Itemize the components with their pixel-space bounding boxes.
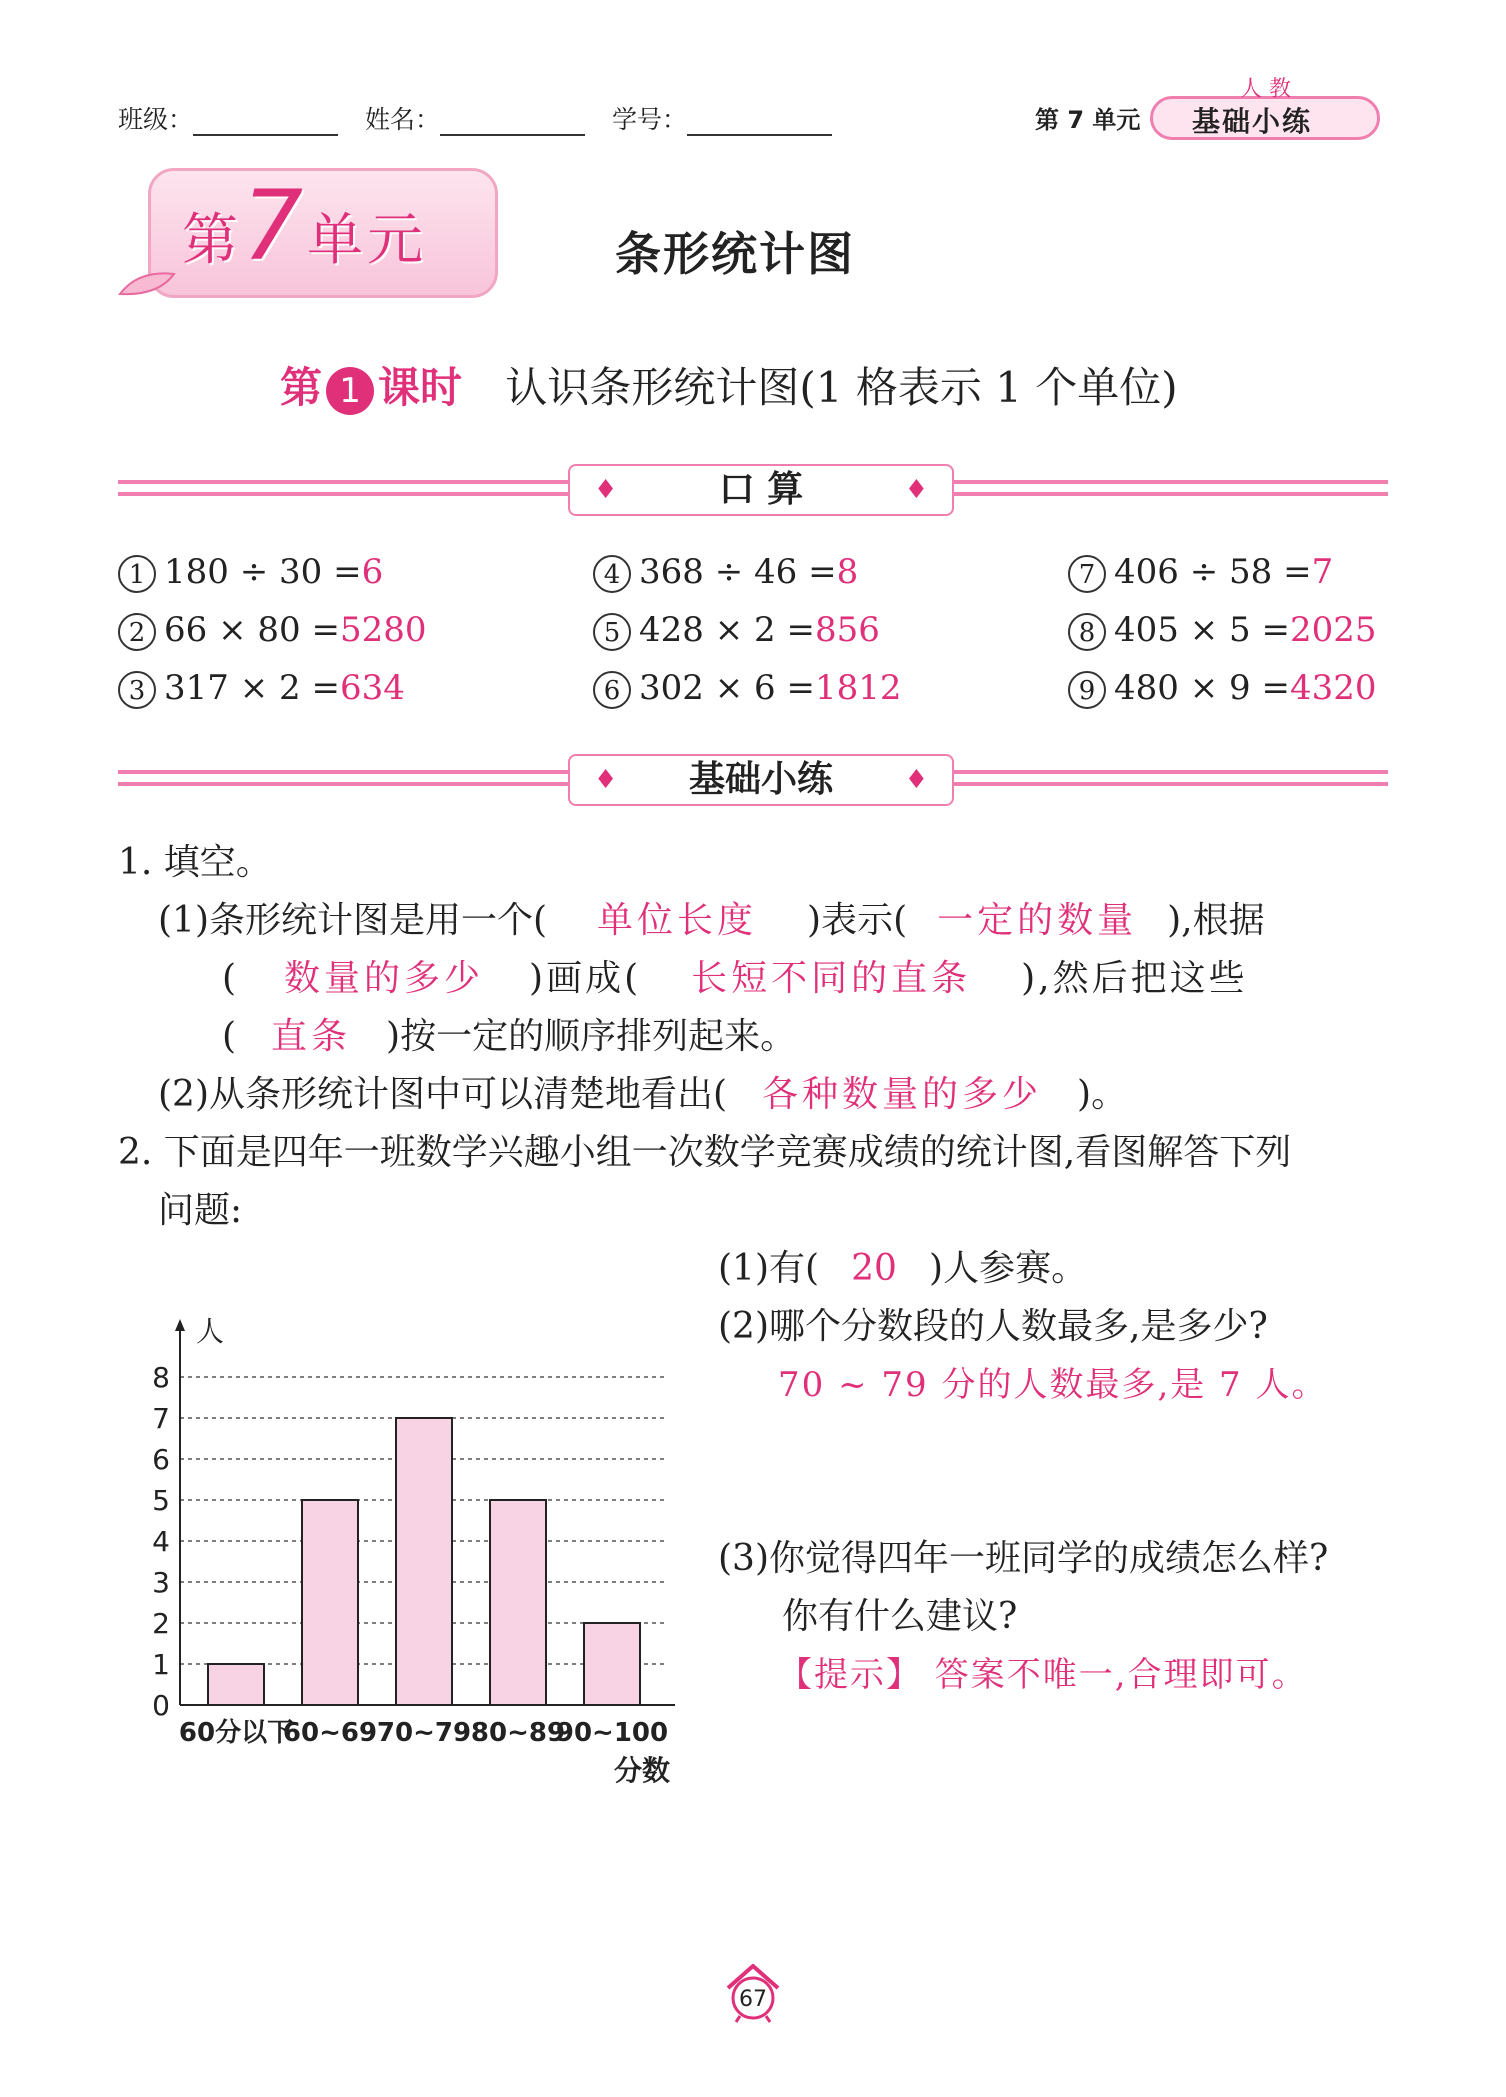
item-number: 3: [118, 671, 156, 709]
bar-2: [396, 1418, 452, 1705]
calc-answer[interactable]: 4320: [1289, 668, 1377, 708]
unit-title: 条形统计图: [615, 227, 855, 281]
y-tick-label: 8: [152, 1361, 170, 1394]
basic-section-label: 基础小练: [688, 759, 833, 800]
y-axis-arrow-icon: [175, 1319, 185, 1331]
item-number: 9: [1068, 671, 1106, 709]
lesson-tag-pre: 第: [280, 363, 323, 412]
calc-question: 66 × 80 =: [164, 610, 340, 650]
q1-answer-3[interactable]: 数量的多少: [284, 958, 485, 999]
x-tick-label: 90~100: [555, 1718, 669, 1748]
name-blank[interactable]: [440, 108, 585, 136]
calc-question: 406 ÷ 58 =: [1114, 552, 1312, 592]
lesson-tag-post: 课时: [378, 363, 463, 412]
diamond-icon: ♦: [904, 765, 928, 795]
leaf-icon: [118, 268, 178, 298]
oral-calc-item: [118, 552, 383, 593]
y-tick-label: 3: [152, 1566, 170, 1599]
calc-question: 428 × 2 =: [639, 610, 815, 650]
x-tick-label: 70~79: [376, 1718, 472, 1748]
calc-answer[interactable]: 6: [361, 552, 384, 592]
q2-answer-1[interactable]: 20: [851, 1248, 897, 1289]
x-axis-label: 分数: [613, 1754, 670, 1787]
bar-chart: [140, 1305, 700, 1805]
calc-question: 368 ÷ 46 =: [639, 552, 837, 592]
q2-answer-2[interactable]: 70 ~ 79 分的人数最多,是 7 人。: [778, 1365, 1328, 1405]
oral-calc-item: [1068, 552, 1333, 593]
y-tick-label: 7: [152, 1402, 170, 1435]
q1-answer-4[interactable]: 长短不同的直条: [691, 958, 972, 999]
q2-s2-question: (2)哪个分数段的人数最多,是多少?: [718, 1306, 1268, 1347]
q1-answer-6[interactable]: 各种数量的多少: [762, 1074, 1043, 1115]
item-number: 6: [593, 671, 631, 709]
q1-title: 1. 填空。: [118, 842, 272, 883]
calc-question: 480 × 9 =: [1114, 668, 1290, 708]
x-tick-label: 80~89: [470, 1718, 566, 1748]
q2-answer-3[interactable]: 【提示】 答案不唯一,合理即可。: [778, 1655, 1308, 1695]
page-number-badge: [722, 1962, 784, 2024]
lesson-number: 1: [326, 367, 374, 415]
y-tick-label: 2: [152, 1607, 170, 1640]
id-blank[interactable]: [687, 108, 832, 136]
id-field: [612, 100, 832, 136]
q1-p2: (2)从条形统计图中可以清楚地看出( 各种数量的多少 )。: [158, 1066, 1127, 1124]
unit-badge-text: [182, 170, 427, 282]
unit-prefix: 第: [182, 208, 242, 273]
item-number: 4: [593, 555, 631, 593]
y-axis-label: 人: [196, 1315, 225, 1348]
item-number: 7: [1068, 555, 1106, 593]
y-tick-label: 4: [152, 1525, 170, 1558]
class-blank[interactable]: [193, 108, 338, 136]
item-number: 1: [118, 555, 156, 593]
calc-question: 317 × 2 =: [164, 668, 340, 708]
q2-title-line2: 问题:: [158, 1190, 243, 1231]
bar-1: [302, 1500, 358, 1705]
y-tick-label: 6: [152, 1443, 170, 1476]
oral-calc-item: [593, 552, 858, 593]
oral-calc-item: [593, 668, 901, 709]
calc-answer[interactable]: 7: [1311, 552, 1334, 592]
q1-answer-1[interactable]: 单位长度: [597, 900, 758, 941]
unit-suffix: 单元: [307, 208, 428, 273]
calc-answer[interactable]: 1812: [814, 668, 902, 708]
calc-answer[interactable]: 2025: [1289, 610, 1377, 650]
name-label: 姓名：: [365, 105, 441, 134]
brand-small: 人 教: [1240, 77, 1291, 102]
q1-p1-line1: (1)条形统计图是用一个( 单位长度 )表示( 一定的数量 ),根据: [158, 892, 1265, 950]
bar-3: [490, 1500, 546, 1705]
oral-calc-item: [118, 610, 426, 651]
unit-ref: 第 7 单元: [1035, 106, 1141, 134]
bar-0: [208, 1664, 264, 1705]
item-number: 5: [593, 613, 631, 651]
basic-section-title: [568, 754, 954, 806]
oral-calc-item: [1068, 610, 1376, 651]
q1-answer-2[interactable]: 一定的数量: [937, 900, 1138, 941]
oral-calc-item: [118, 668, 405, 709]
name-field: [365, 100, 585, 136]
calc-answer[interactable]: 634: [339, 668, 405, 708]
class-field: [118, 100, 338, 136]
calc-answer[interactable]: 856: [814, 610, 880, 650]
chart-x-ticks: [179, 1717, 668, 1748]
item-number: 2: [118, 613, 156, 651]
x-tick-label: 60~69: [282, 1718, 378, 1748]
page-number: 67: [739, 1987, 767, 2012]
diamond-icon: ♦: [904, 475, 928, 505]
calc-question: 405 × 5 =: [1114, 610, 1290, 650]
brand-name: 基础小练: [1192, 105, 1313, 138]
calc-answer[interactable]: 5280: [339, 610, 427, 650]
id-label: 学号：: [612, 105, 688, 134]
q2-s3-question-2: 你有什么建议?: [782, 1596, 1018, 1637]
calc-question: 302 × 6 =: [639, 668, 815, 708]
y-tick-label: 0: [152, 1689, 170, 1722]
unit-number: 7: [242, 170, 308, 282]
oral-section-title: [568, 464, 954, 516]
q1-p1-line3: ( 直条 )按一定的顺序排列起来。: [222, 1008, 796, 1066]
item-number: 8: [1068, 613, 1106, 651]
chart-y-ticks: [152, 1361, 170, 1722]
class-label: 班级：: [118, 105, 194, 134]
lesson-heading: [280, 355, 1178, 415]
y-tick-label: 1: [152, 1648, 170, 1681]
oral-calc-item: [1068, 668, 1376, 709]
lesson-title: 认识条形统计图(1 格表示 1 个单位): [505, 363, 1178, 412]
diamond-icon: ♦: [594, 475, 618, 505]
oral-calc-item: [593, 610, 880, 651]
q2-title-line1: 2. 下面是四年一班数学兴趣小组一次数学竞赛成绩的统计图,看图解答下列: [118, 1132, 1292, 1173]
oral-section-label: 口 算: [718, 469, 804, 510]
q2-s1: (1)有( 20 )人参赛。: [718, 1240, 1087, 1298]
bar-4: [584, 1623, 640, 1705]
calc-answer[interactable]: 8: [836, 552, 859, 592]
chart-bars: [208, 1418, 640, 1705]
q2-s3-question-1: (3)你觉得四年一班同学的成绩怎么样?: [718, 1538, 1329, 1579]
y-tick-label: 5: [152, 1484, 170, 1517]
calc-question: 180 ÷ 30 =: [164, 552, 362, 592]
diamond-icon: ♦: [594, 765, 618, 795]
x-tick-label: 60分以下: [178, 1718, 294, 1748]
q1-answer-5[interactable]: 直条: [271, 1016, 352, 1057]
q1-p1-line2: ( 数量的多少 )画成( 长短不同的直条 ),然后把这些: [222, 950, 1248, 1008]
